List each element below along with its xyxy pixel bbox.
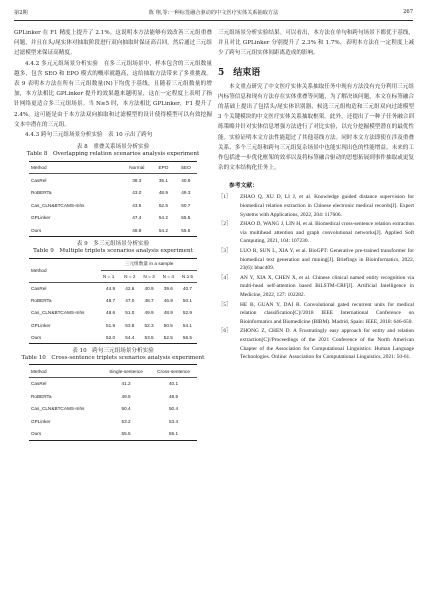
table-cell: Ours bbox=[31, 431, 42, 437]
table-cell: RoBERTa bbox=[31, 298, 52, 304]
table-row bbox=[29, 428, 197, 441]
table-cell: 52.5 bbox=[163, 334, 173, 340]
reference-list bbox=[218, 193, 414, 361]
subsection-4-4-3-title: 4.4.3 跨句三元组场景分析实验 bbox=[25, 132, 103, 139]
table-cell: 50.7 bbox=[181, 202, 191, 208]
left-paragraph-1: GPLinker 在 F1 精度上提升了 2.1%。这说明本方法能够有效改善三元组重叠问题，并且在头/尾实体对抽取阶段进行双向抽取时保证高召回，然后通过三元组过滤模型来保证高精度。 bbox=[14, 30, 212, 57]
conclusion-paragraph: 本文重点研究了中文医疗实体关系抽取任务中现有方法没有充分利用三元组内标签信息和现有方法存在实体重叠等问题，为了解决该问题，本文在标签融合的基础上提出了包括头/尾实体识别器、候选三元组构造和三元组双向过滤模型 3 个关键模块的中文医疗实体关系抽取框架。此外，还提出了一种子任务融合训练策略并针对实体信息增强方法进行了对比实验，以充分挖掘模型潜在的最优性能。实验证明本文方法性能超过了其他基线方法。同时本文方法即使在涉及重叠关系、多个三元组和跨句三元组复杂场景中也能实现出色的性能增益。未来的工作包括进一步优化框架的效率以及将标签融合驱动的思想拓展到事件抽取或更复杂的文本结构化任务上。 bbox=[218, 83, 414, 172]
table-cell: 55.5 bbox=[181, 215, 191, 221]
left-column bbox=[14, 28, 212, 441]
subsection-4-4-2-text: 在多三元组场景中，样本包含的三元组数量越多，包含 SEO 和 EPO 模式的概率就越高，这给抽取方法带来了多重挑战。表 9 表明本方法在所有三元组数量(N)下均优于基线，且随着三元组数量的增加，本方法相比 GPLinker 提升的效果越来越明显，这在一定程度上表明了指针网络更适合多三元组场景。当 N≥5 时，本方法相比 GPLinker，F1 提升了 2.4%。这可能是由于本方法双向抽取和过滤模型的设计使得模型可以有效挖掘文本中潜在的三元组。 bbox=[14, 60, 212, 128]
table-row bbox=[29, 224, 197, 237]
table-cell: 54.4 bbox=[125, 334, 135, 340]
table-10 bbox=[29, 364, 197, 441]
table-cell: RoBERTa bbox=[31, 393, 52, 399]
table-9 bbox=[29, 258, 197, 344]
table-row bbox=[29, 199, 197, 212]
table-cell: 40.9 bbox=[144, 286, 154, 292]
table-cell: 47.4 bbox=[132, 215, 142, 221]
table-cell: 48.6 bbox=[106, 310, 116, 316]
table10-caption-cn: 表 10 跨句三元组场景分析实验 bbox=[72, 347, 154, 354]
reference-text: ZHAO D, WANG J, LIN H, et al. Biomedical cross-sentence relation extraction via multihead attention and graph convolutional networks[J]. Applied Soft Computing, 2021, 104: 107230. bbox=[240, 221, 414, 245]
table-row bbox=[29, 282, 197, 294]
table-header-row bbox=[29, 161, 197, 174]
reference-item bbox=[218, 220, 414, 246]
table8-caption-en: Table 8 Overlapping relation scenarios analysis experiment bbox=[26, 151, 200, 158]
table-row bbox=[29, 174, 197, 187]
table-row bbox=[29, 377, 197, 390]
table-header-cell: SEO bbox=[180, 164, 191, 170]
table-header-cell: Method bbox=[31, 164, 47, 170]
table-row bbox=[29, 212, 197, 225]
table-cell: RoBERTa bbox=[31, 190, 52, 196]
reference-text: ZHONG Z, CHEN D. A Frustratingly easy approach for entity and relation extraction[C]//Proceedings of the 2021 Conference of the North American Chapter of the Association for Computational Linguistics: Human Language Technologies. Online: Association for Computational Linguistics, 2021: 50-61. bbox=[240, 328, 414, 361]
table-cell: 48.7 bbox=[106, 298, 116, 304]
table-cell: 52.3 bbox=[144, 322, 154, 328]
table-cell: 50.4 bbox=[121, 406, 131, 412]
table-cell: 50.1 bbox=[182, 298, 193, 304]
table-header-cell: Normal bbox=[129, 164, 145, 170]
table-cell: 48.9 bbox=[158, 190, 168, 196]
table8-caption-cn: 表 8 重叠关系场景分析实验 bbox=[76, 144, 150, 151]
table-header-cell: Cross-sentence bbox=[157, 368, 190, 374]
table-cell: Cas_CLN&BTCAMS-mhs bbox=[31, 202, 85, 208]
table-row bbox=[29, 331, 197, 343]
table-header-row bbox=[29, 365, 197, 378]
table-cell: Ours bbox=[31, 334, 42, 340]
table-cell: CasRel bbox=[31, 286, 47, 292]
table-cell: 49.9 bbox=[144, 310, 154, 316]
reference-item bbox=[218, 301, 414, 327]
table-cell: 50.5 bbox=[163, 322, 173, 328]
table-cell: GPLinker bbox=[31, 215, 51, 221]
reference-item bbox=[218, 274, 414, 300]
reference-number: ［2］ bbox=[218, 221, 232, 228]
table-cell: 47.0 bbox=[125, 298, 135, 304]
table9-caption-en: Table 9 Multiple triplets scenarios analysis experiment bbox=[33, 248, 193, 255]
reference-item bbox=[218, 247, 414, 273]
table-cell: 53.5 bbox=[144, 334, 154, 340]
table-cell: 50.4 bbox=[168, 406, 179, 412]
references-heading: 参考文献： bbox=[229, 183, 258, 190]
table-cell: 41.2 bbox=[121, 381, 131, 387]
table-cell: 48.8 bbox=[132, 227, 142, 233]
table-cell: GPLinker bbox=[31, 322, 51, 328]
table-cell: Cas_CLN&BTCAMS-mhs bbox=[31, 310, 85, 316]
table-cell: CasRel bbox=[31, 381, 47, 387]
table-cell: 49.5 bbox=[121, 393, 131, 399]
table-cell: 55.6 bbox=[181, 227, 191, 233]
right-paragraph-1: 三元组场景分析实验结果。可以看出，本方法在单句和跨句场景下都优于基线，并且对比 GPLinker 分别提升了 2.3% 和 1.7%，表明本方法在一定程度上减少了跨句三元组实体间距离造成的影响。 bbox=[218, 30, 414, 57]
table-cell: CasRel bbox=[31, 177, 47, 183]
table-cell: 54.2 bbox=[158, 227, 168, 233]
table-row bbox=[29, 319, 197, 331]
table-cell: 53.4 bbox=[168, 419, 179, 424]
reference-text: HE B, GUAN Y, DAI R. Convolutional gated recurrent units for medical relation classification[C]//2018 IEEE International Conference on Bioinformatics and Biomedicine (BIBM). Madrid, Spain: IEEE, 2018: 646-650. bbox=[240, 301, 414, 325]
table-header-cell: Method bbox=[29, 258, 101, 282]
table-cell: Cas_CLN&BTCAMS-mhs bbox=[31, 406, 85, 412]
table-header-cell: N = 4 bbox=[162, 273, 174, 279]
reference-item bbox=[218, 193, 414, 219]
table-cell: 55.1 bbox=[168, 431, 179, 437]
left-paragraph-2 bbox=[14, 59, 212, 130]
subsection-4-4-3 bbox=[14, 130, 212, 140]
table-header-cell: N = 2 bbox=[124, 273, 136, 279]
table-header-cell: N = 3 bbox=[143, 273, 155, 279]
table-cell: 52.9 bbox=[182, 310, 193, 316]
table-cell: 40.9 bbox=[181, 177, 191, 183]
table-header-cell: Method bbox=[31, 368, 47, 374]
table-cell: 52.5 bbox=[158, 202, 168, 208]
table-cell: 40.7 bbox=[182, 286, 193, 292]
reference-item bbox=[218, 327, 414, 361]
subsection-4-4-3-text: 表 10 示出了跨句 bbox=[108, 132, 153, 139]
reference-number: ［4］ bbox=[218, 274, 232, 281]
table-row bbox=[29, 403, 197, 416]
table-row bbox=[29, 415, 197, 428]
reference-number: ［5］ bbox=[218, 301, 232, 308]
reference-number: ［1］ bbox=[218, 194, 232, 201]
table-cell: Ours bbox=[31, 227, 42, 233]
table-cell: 53.8 bbox=[125, 322, 135, 328]
table-cell: 39.6 bbox=[163, 286, 173, 292]
table-cell: 51.0 bbox=[125, 310, 135, 316]
running-header bbox=[14, 8, 413, 21]
table-row bbox=[29, 186, 197, 199]
table-row bbox=[29, 307, 197, 319]
table-header-cell: N ≥ 5 bbox=[181, 273, 194, 279]
table-row bbox=[29, 295, 197, 307]
table-header-cell: EPO bbox=[158, 164, 169, 170]
table-row bbox=[29, 390, 197, 403]
table-cell: 55.5 bbox=[121, 431, 131, 437]
table-cell: 56.5 bbox=[182, 334, 193, 340]
subsection-4-4-2-title: 4.4.2 多元元组场景分析实验 bbox=[25, 60, 99, 67]
table-cell: 38.3 bbox=[132, 177, 142, 183]
table-cell: 51.9 bbox=[106, 322, 116, 328]
table-cell: 40.1 bbox=[168, 381, 179, 387]
running-title: 陈 翔,等:一种标签融合驱动的中文医疗实体关系抽取方法 bbox=[148, 10, 279, 16]
table-cell: 35.1 bbox=[158, 177, 168, 183]
table-group-header-cell: 三元组数量 in a sample bbox=[101, 258, 197, 270]
table9-caption-cn: 表 9 多三元组场景分析实验 bbox=[76, 241, 150, 248]
table-header-cell: Single-sentence bbox=[109, 368, 143, 374]
table-cell: 46.9 bbox=[163, 298, 173, 304]
table-cell: 43.5 bbox=[132, 202, 142, 208]
reference-text: ZHAO Q, XU D, LI J, et al. Knowledge guided distance supervision for biomedical relation extraction in Chinese electronic medical records[J]. Expert Systems with Applications, 2022, 204: 117606. bbox=[240, 194, 414, 218]
right-column bbox=[218, 28, 414, 363]
table10-caption-en: Table 10 Cross-sentence triplets scenarios analysis experiment bbox=[21, 355, 205, 362]
reference-text: AN Y, XIA X, CHEN X, et al. Chinese clinical named entity recognition via multi-head self-attention based BiLSTM-CRF[J]. Artificial Intelligence in Medicine, 2022, 127: 102282. bbox=[240, 274, 414, 298]
page-number: 267 bbox=[403, 9, 413, 15]
table-cell: 43.0 bbox=[132, 190, 142, 196]
table-8 bbox=[29, 161, 197, 238]
table-header-cell: N = 1 bbox=[102, 273, 115, 279]
table-group-header-row bbox=[29, 258, 197, 270]
table-cell: 42.6 bbox=[125, 286, 135, 292]
table-cell: 54.1 bbox=[182, 322, 193, 328]
table-cell: 48.9 bbox=[163, 310, 173, 316]
issue-number: 第2期 bbox=[14, 10, 28, 16]
table-cell: 54.2 bbox=[158, 215, 168, 221]
reference-number: ［6］ bbox=[218, 328, 232, 335]
table-cell: 53.2 bbox=[121, 419, 131, 424]
reference-text: LUO R, SUN L, XIA Y, et al. BioGPT: Generative pre-trained transformer for biomedical text generation and mining[J]. Briefings in Bioinformatics, 2022, 23(6): bbac409. bbox=[240, 248, 414, 272]
table-cell: GPLinker bbox=[31, 419, 51, 424]
reference-number: ［3］ bbox=[218, 248, 232, 254]
section-5-title: 5 结束语 bbox=[218, 67, 261, 78]
table-cell: 52.0 bbox=[106, 334, 116, 340]
table-cell: 49.3 bbox=[181, 190, 191, 196]
table-cell: 48.5 bbox=[168, 393, 179, 399]
table-cell: 48.7 bbox=[144, 298, 154, 304]
table-cell: 44.9 bbox=[106, 286, 116, 292]
